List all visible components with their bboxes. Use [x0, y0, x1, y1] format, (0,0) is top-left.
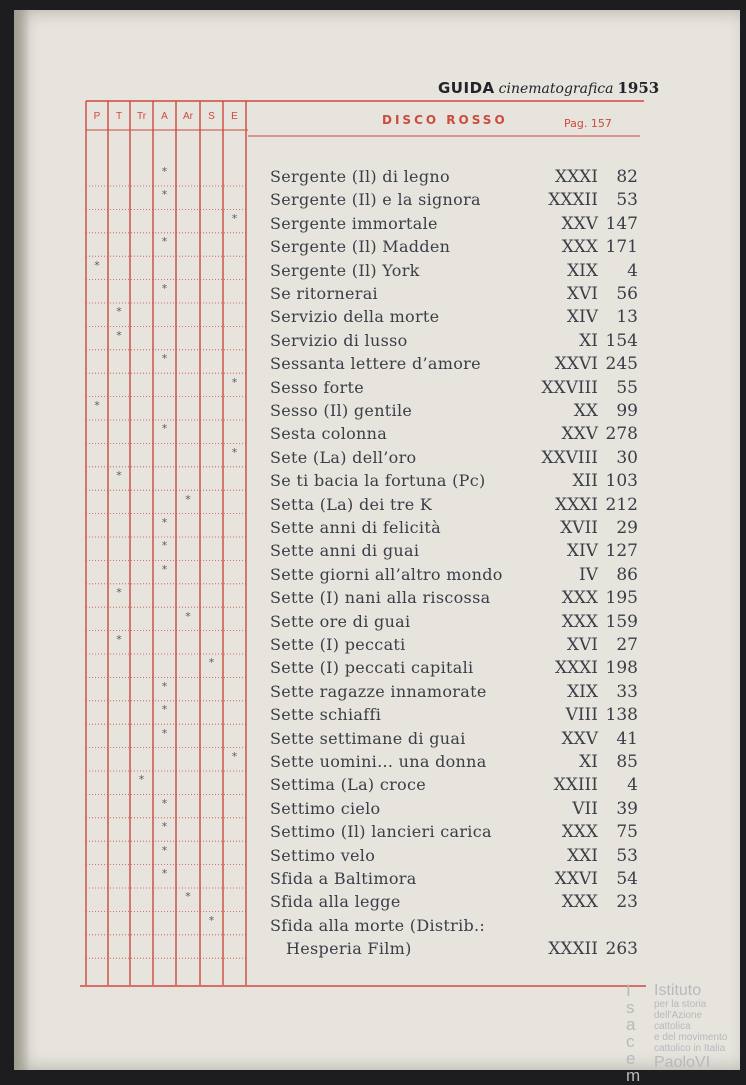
entry-title: Settimo velo	[270, 845, 376, 865]
watermark-letter: a	[626, 1015, 636, 1034]
rating-star-tr: *	[138, 773, 145, 787]
entry-title: Sette settimane di guai	[270, 728, 466, 748]
entry-title: Servizio della morte	[270, 307, 440, 327]
watermark-letter: m	[626, 1066, 641, 1085]
entry-page: 4	[627, 775, 638, 796]
rating-star-e: *	[231, 375, 238, 389]
entry-volume: XIV	[566, 541, 598, 562]
book-title	[438, 78, 660, 100]
entry-page: 86	[616, 564, 638, 585]
rating-star-t: *	[116, 328, 122, 342]
entry-volume: XIX	[567, 260, 598, 281]
rating-star-a: *	[161, 820, 168, 834]
page-number: Pag. 157	[564, 117, 612, 130]
watermark-line: cattolico in Italia	[654, 1043, 726, 1054]
rating-star-t: *	[116, 305, 122, 319]
entry-page: 33	[616, 681, 638, 702]
title-cinematografica: cinematografica	[498, 81, 614, 97]
entry-title: Sette ragazze innamorate	[270, 681, 487, 701]
entry-page: 154	[605, 330, 638, 351]
rating-star-a: *	[161, 539, 168, 553]
column-header-a: A	[161, 111, 168, 122]
entry-volume: XXX	[561, 611, 598, 632]
rating-star-t: *	[116, 469, 122, 483]
entry-volume: XXX	[561, 822, 598, 843]
entry-volume: XXV	[561, 424, 598, 445]
entry-volume: XII	[572, 471, 598, 492]
title-year: 1953	[617, 79, 660, 97]
entry-title: Settimo cielo	[270, 798, 381, 818]
column-header-s: S	[208, 111, 215, 122]
entry-title: Sesso (Il) gentile	[270, 401, 413, 420]
entry-volume: XXV	[561, 213, 598, 234]
entry-title: Settimo (Il) lancieri carica	[270, 822, 492, 842]
entry-page: 54	[616, 869, 638, 889]
entry-page: 85	[616, 752, 638, 772]
entry-page: 29	[616, 518, 638, 538]
entry-title: Setta (La) dei tre K	[270, 494, 433, 514]
watermark-logo	[626, 981, 740, 1085]
entry-title: Settima (La) croce	[270, 775, 427, 795]
entry-title: Sette schiaffi	[270, 705, 382, 725]
entry-page: 138	[605, 705, 638, 726]
entry-volume: VII	[572, 798, 598, 819]
entry-volume: XXX	[561, 588, 598, 609]
entry-page: 278	[605, 424, 638, 445]
entry-title: Se ritornerai	[270, 284, 378, 303]
entry-title: Sergente (Il) Madden	[270, 237, 451, 257]
entry-page: 82	[616, 167, 638, 187]
entry-volume: XXI	[567, 845, 598, 866]
rating-star-a: *	[161, 282, 168, 295]
entry-title: Sesta colonna	[270, 424, 388, 444]
entry-page: 4	[627, 260, 638, 281]
rating-star-s: *	[208, 913, 215, 927]
entry-page: 23	[616, 892, 638, 913]
entry-title: Sfida a Baltimora	[270, 869, 417, 888]
entry-page: 41	[616, 728, 638, 749]
rating-star-ar: *	[185, 609, 191, 623]
column-header-e: E	[231, 111, 238, 122]
entry-volume: VIII	[565, 705, 598, 726]
entry-title: Sete (La) dell’oro	[270, 447, 417, 467]
rating-star-a: *	[161, 843, 168, 857]
entry-title: Sette ore di guai	[270, 611, 411, 631]
entry-page: 39	[616, 798, 638, 819]
watermark-line: per la storia	[654, 999, 707, 1010]
entry-title: Sette anni di felicità	[270, 518, 441, 537]
entry-page: 55	[616, 377, 638, 398]
entry-page: 56	[616, 284, 638, 304]
entry-volume: XX	[573, 401, 598, 421]
rating-star-a: *	[161, 352, 168, 366]
rating-star-a: *	[161, 165, 168, 178]
entry-page: 30	[616, 447, 638, 468]
column-header-tr: Tr	[136, 111, 147, 122]
watermark-line: e del movimento	[654, 1032, 728, 1043]
watermark-line: PaoloVI	[654, 1054, 711, 1071]
watermark-letter: I	[626, 981, 631, 1000]
entry-volume: XXX	[561, 237, 598, 258]
entry-title: Sette (I) peccati capitali	[270, 658, 474, 678]
rating-star-e: *	[231, 750, 238, 763]
entry-title: Sergente immortale	[270, 213, 438, 233]
rating-star-a: *	[161, 679, 168, 693]
entry-page: 53	[616, 845, 638, 866]
rating-star-s: *	[208, 656, 215, 670]
entry-volume: XXXI	[554, 658, 598, 679]
entry-title: Sfida alla morte (Distrib.:	[270, 915, 486, 935]
entry-title: Sette (I) nani alla riscossa	[270, 588, 491, 608]
entry-volume: XXXII	[548, 190, 598, 211]
entry-page: 198	[605, 658, 638, 679]
entry-title: Sette (I) peccati	[270, 635, 406, 654]
entry-page: 27	[616, 635, 638, 655]
entry-page: 127	[605, 541, 638, 562]
rating-star-a: *	[161, 796, 168, 810]
watermark-letter: s	[626, 998, 635, 1017]
rating-star-e: *	[231, 445, 238, 459]
entry-volume: XXVI	[554, 869, 598, 889]
rating-star-p: *	[94, 258, 100, 272]
entry-volume: XI	[579, 330, 598, 351]
watermark-letters	[626, 982, 656, 1084]
entry-volume: XXXI	[554, 494, 598, 515]
watermark-line: Istituto	[654, 982, 702, 999]
entry-page: 263	[605, 939, 638, 960]
rating-star-p: *	[94, 399, 100, 412]
rating-star-a: *	[161, 562, 168, 576]
rating-star-ar: *	[185, 890, 191, 904]
rating-star-a: *	[161, 516, 168, 529]
rating-star-ar: *	[185, 492, 191, 506]
watermark-letter: e	[626, 1049, 636, 1068]
watermark-line: dell'Azione cattolica	[654, 1010, 703, 1032]
entry-volume: IV	[579, 564, 598, 585]
entry-title: Servizio di lusso	[270, 330, 408, 350]
entry-volume: XXV	[561, 728, 598, 749]
entry-title: Sette uomini... una donna	[270, 752, 487, 771]
rating-star-a: *	[161, 867, 168, 880]
entry-volume: XXX	[561, 892, 598, 913]
entry-page: 195	[605, 588, 638, 609]
entry-page: 212	[605, 494, 638, 515]
entry-page: 103	[605, 471, 638, 492]
entry-page: 171	[605, 237, 638, 258]
watermark-text	[654, 982, 740, 1071]
entry-volume: XXXI	[554, 167, 598, 187]
title-guida: GUIDA	[438, 79, 495, 97]
entry-title: Sette giorni all’altro mondo	[270, 564, 503, 584]
rating-star-a: *	[161, 422, 168, 436]
entry-volume: XXVIII	[541, 377, 598, 398]
entry-title: Hesperia Film)	[286, 939, 412, 959]
entry-volume: XXVI	[554, 354, 598, 375]
entry-page: 159	[605, 611, 638, 632]
watermark-letter: c	[626, 1032, 635, 1051]
rating-star-t: *	[116, 586, 122, 600]
rating-star-t: *	[116, 633, 122, 646]
column-header-t: T	[115, 111, 123, 122]
rating-star-a: *	[161, 188, 168, 202]
entry-volume: XXXII	[548, 939, 598, 960]
entry-page: 13	[616, 307, 638, 328]
entry-page: 245	[605, 354, 638, 375]
entry-page: 53	[616, 190, 638, 211]
column-header-ar: Ar	[183, 111, 193, 122]
entry-title: Sesso forte	[270, 377, 364, 397]
section-title: DISCO ROSSO	[382, 113, 508, 127]
entry-volume: XIX	[567, 681, 598, 702]
entry-volume: XXIII	[553, 775, 598, 796]
rating-star-a: *	[161, 726, 168, 740]
entry-title: Sessanta lettere d’amore	[270, 354, 481, 374]
column-header-p: P	[93, 111, 101, 122]
entry-volume: XI	[579, 752, 598, 772]
entry-title: Sette anni di guai	[270, 541, 420, 561]
entry-volume: XVI	[566, 284, 598, 304]
entry-volume: XIV	[566, 307, 598, 328]
rating-star-e: *	[231, 211, 238, 225]
rating-star-a: *	[161, 703, 168, 717]
entry-page: 99	[616, 401, 638, 421]
entry-volume: XVII	[560, 518, 598, 538]
entry-title: Sergente (Il) e la signora	[270, 190, 481, 210]
entry-page: 75	[616, 822, 638, 843]
entry-volume: XVI	[566, 635, 598, 655]
rating-star-a: *	[161, 235, 168, 249]
entry-volume: XXVIII	[541, 447, 598, 468]
entry-title: Sfida alla legge	[270, 892, 401, 912]
entry-title: Sergente (Il) di legno	[270, 167, 450, 186]
entry-page: 147	[605, 213, 638, 234]
entry-title: Sergente (Il) York	[270, 260, 420, 280]
entry-title: Se ti bacia la fortuna (Pc)	[270, 471, 486, 491]
